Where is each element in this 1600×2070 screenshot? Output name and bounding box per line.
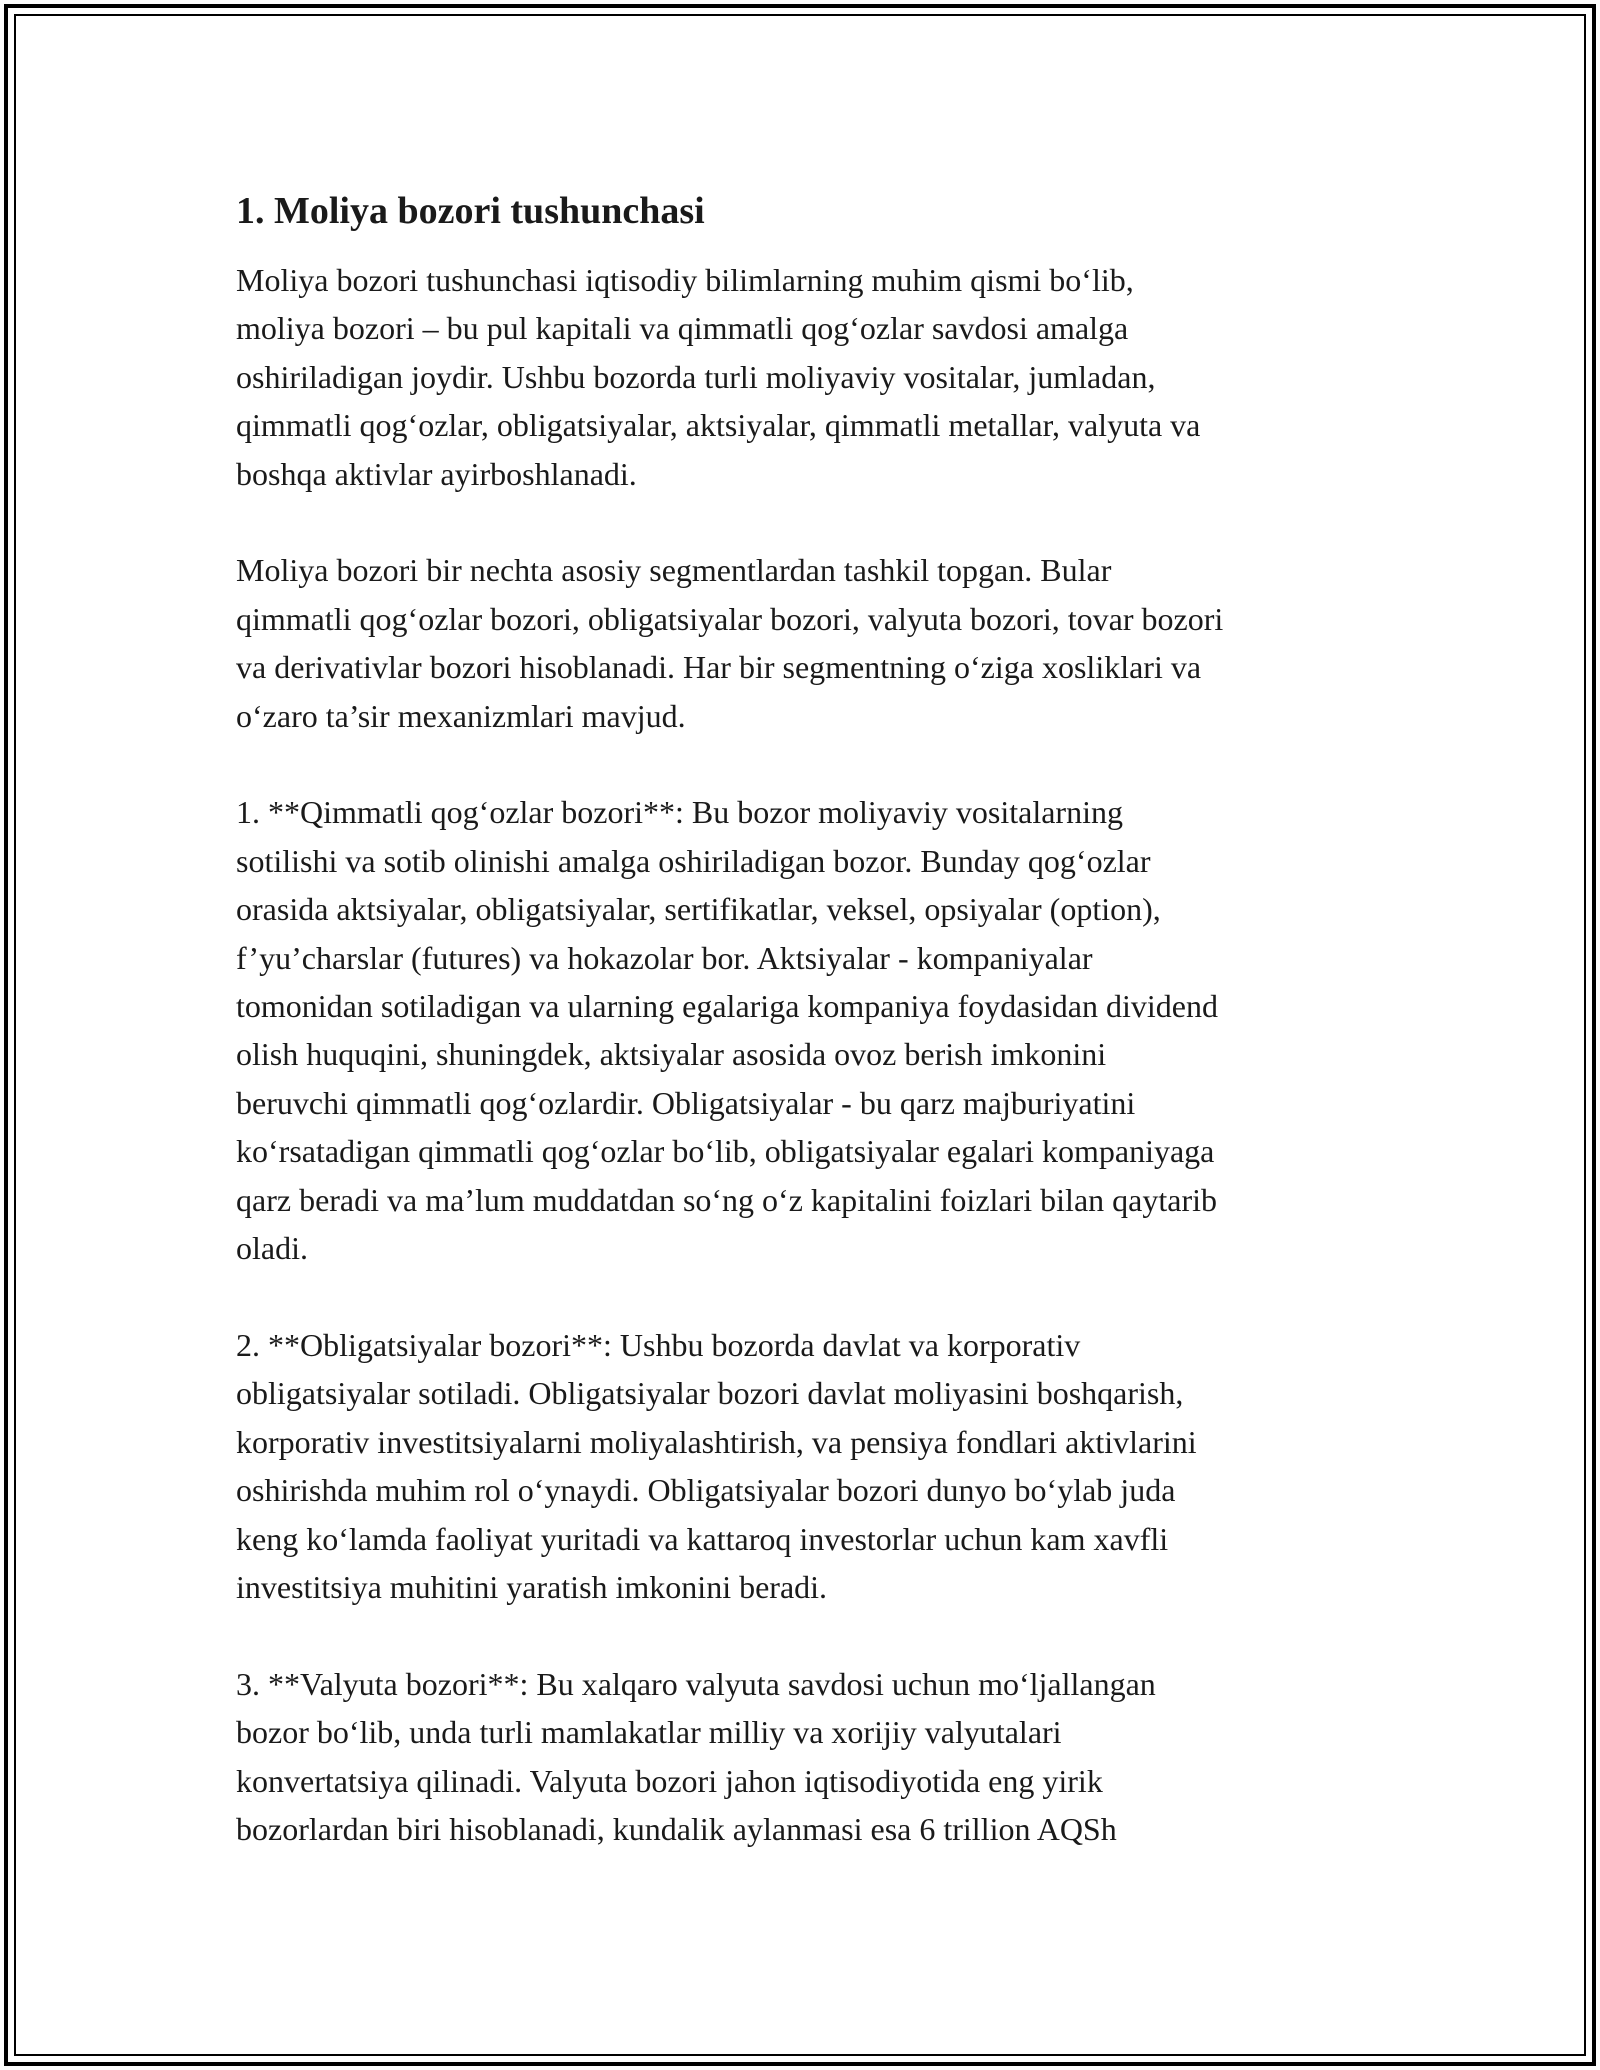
paragraph-intro: Moliya bozori tushunchasi iqtisodiy bilimlarning muhim qismi bo‘lib, moliya bozori – bu pul kapitali va qimmatli qog‘ozlar savdosi amalga oshiriladigan joydir. Ushbu bozorda turli moliyaviy vositalar, jumladan, qimmatli qog‘ozlar, obligatsiyalar, aktsiyalar, qimmatli metallar, valyuta va boshqa aktivlar ayirboshlanadi.	[236, 262, 1201, 492]
paragraph-securities-market: 1. **Qimmatli qog‘ozlar bozori**: Bu bozor moliyaviy vositalarning sotilishi va sotib olinishi amalga oshiriladigan bozor. Bunday qog‘ozlar orasida aktsiyalar, obligatsiyalar, sertifikatlar, veksel, opsiyalar (option), f’yu’charslar (futures) va hokazolar bor. Aktsiyalar - kompaniyalar tomonidan sotiladigan va ularning egalariga kompaniya foydasidan dividend olish huquqini, shuningdek, aktsiyalar asosida ovoz berish imkonini beruvchi qimmatli qog‘ozlardir. Obligatsiyalar - bu qarz majburiyatini ko‘rsatadigan qimmatli qog‘ozlar bo‘lib, obligatsiyalar egalari kompaniyaga qarz beradi va ma’lum muddatdan so‘ng o‘z kapitalini foizlari bilan qaytarib oladi.	[236, 794, 1218, 1267]
document-body	[236, 186, 1376, 1853]
paragraph-bond-market: 2. **Obligatsiyalar bozori**: Ushbu bozorda davlat va korporativ obligatsiyalar sotiladi. Obligatsiyalar bozori davlat moliyasini boshqarish, korporativ investitsiyalarni moliyalashtirish, va pensiya fondlari aktivlarini oshirishda muhim rol o‘ynaydi. Obligatsiyalar bozori dunyo bo‘ylab juda keng ko‘lamda faoliyat yuritadi va kattaroq investorlar uchun kam xavfli investitsiya muhitini yaratish imkonini beradi.	[236, 1326, 1197, 1605]
paragraph-currency-market: 3. **Valyuta bozori**: Bu xalqaro valyuta savdosi uchun mo‘ljallangan bozor bo‘lib, unda turli mamlakatlar milliy va xorijiy valyutalari konvertatsiya qilinadi. Valyuta bozori jahon iqtisodiyotida eng yirik bozorlardan biri hisoblanadi, kundalik aylanmasi esa 6 trillion AQSh	[236, 1665, 1156, 1847]
paragraph-segments: Moliya bozori bir nechta asosiy segmentlardan tashkil topgan. Bular qimmatli qog‘ozlar bozori, obligatsiyalar bozori, valyuta bozori, tovar bozori va derivativlar bozori hisoblanadi. Har bir segmentning o‘ziga xosliklari va o‘zaro ta’sir mexanizmlari mavjud.	[236, 552, 1224, 734]
section-heading: 1. Moliya bozori tushunchasi	[236, 190, 705, 232]
